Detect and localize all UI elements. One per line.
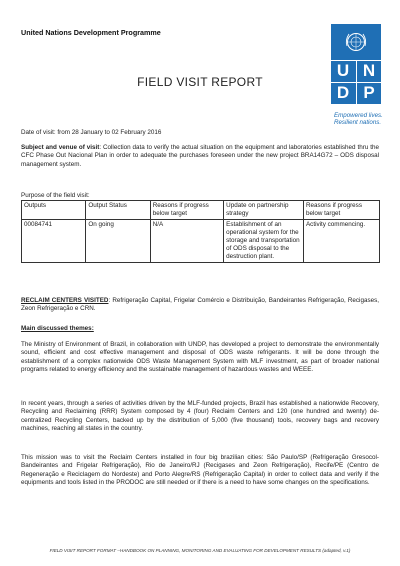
un-emblem-icon xyxy=(344,30,368,54)
column-header: Reasons if progress below target xyxy=(150,201,223,220)
subject-label: Subject and venue of visit xyxy=(21,144,100,151)
table-row xyxy=(22,220,380,263)
table-header-row xyxy=(22,201,380,220)
column-header: Update on partnership strategy xyxy=(224,201,304,220)
organization-name: United Nations Development Programme xyxy=(21,28,161,37)
purpose-table xyxy=(21,200,380,263)
table-cell: Activity commencing. xyxy=(303,220,379,263)
body-paragraph: In recent years, through a series of activities driven by the MLF-funded projects, Brazil has established a nationwide Recovery, Recycling and Reclaiming (RRR) System composed by 4 (four) Reclaim Centers and 120 (one hundred and twenty) de-centralized Recycling Centers, backed up by the distribution of 5,000 (five thousand) tools, recovery bags and recovery machines, reaching all states in the country. xyxy=(21,400,379,432)
logo-letter: D xyxy=(336,83,350,102)
table-cell: On going xyxy=(86,220,150,263)
reclaim-text: : Refrigeração Capital, Frigelar Comércio e Distribuição, Bandeirantes Refrigeração, Recigases, Zeon Refrigeração e CRN. xyxy=(21,297,380,313)
logo-letter: P xyxy=(363,83,375,102)
themes-heading: Main discussed themes: xyxy=(21,325,94,332)
table-cell: 00084741 xyxy=(22,220,86,263)
undp-tagline xyxy=(334,112,394,127)
undp-logo xyxy=(331,24,381,104)
subject-text: : Collection data to verify the actual situation on the equipment and laboratories established thru the CFC Phase Out Nacional Plan in order to adequate the purchases foreseen under the new project BRA14G72 – ODS disposal management system. xyxy=(21,144,379,168)
column-header: Reasons if progress below target xyxy=(303,201,379,220)
logo-letter: N xyxy=(362,61,376,80)
reclaim-paragraph xyxy=(21,297,379,314)
visit-date: Date of visit: from 28 January to 02 February 2016 xyxy=(21,129,162,136)
body-paragraph: The Ministry of Environment of Brazil, in collaboration with UNDP, has developed a project to demonstrate the environmentally sound, efficient and cost effective management and disposal of ODS waste refrigerants. It will be done through the establishment of a complex nationwide ODS Waste Management System with MLF investment, as part of broader national programs related to energy efficiency and the sustainable management of hazardous wastes and WEEE. xyxy=(21,341,379,373)
tagline-line: Empowered lives. xyxy=(334,112,383,119)
purpose-label: Purpose of the field visit: xyxy=(21,192,90,199)
column-header: Output Status xyxy=(86,201,150,220)
reclaim-label: RECLAIM CENTERS VISITED xyxy=(21,297,109,304)
tagline-line: Resilient nations. xyxy=(334,119,382,127)
table-cell: Establishment of an operational system for the storage and transportation of ODS disposal to the destruction plant. xyxy=(224,220,304,263)
column-header: Outputs xyxy=(22,201,86,220)
body-paragraph: This mission was to visit the Reclaim Centers installed in four big brazilian cities: São Paulo/SP (Refrigeração Gresocol-Bandeirantes and Frigelar Refrigeração), Rio de Janeiro/RJ (Recigases and Zeon Refrigeração), Recife/PE (Centro de Regeneração e Reciclagem do Nordeste) and Porto Alegre/RS (Refrigeração Capital) in order to collect data and verify if the equipments and tools listed in the PRODOC are still needed or if there is a need to have some changes on the specifications. xyxy=(21,454,379,486)
subject-paragraph xyxy=(21,144,379,169)
page-title: FIELD VISIT REPORT xyxy=(137,75,263,89)
table-cell: N/A xyxy=(150,220,223,263)
page-footer: FIELD VISIT REPORT FORMAT –HANDBOOK ON PLANNING, MONITORING AND EVALUATING FOR DEVELOPMENT RESULTS (adapted, v.1) xyxy=(49,548,351,553)
logo-letter: U xyxy=(336,61,350,80)
